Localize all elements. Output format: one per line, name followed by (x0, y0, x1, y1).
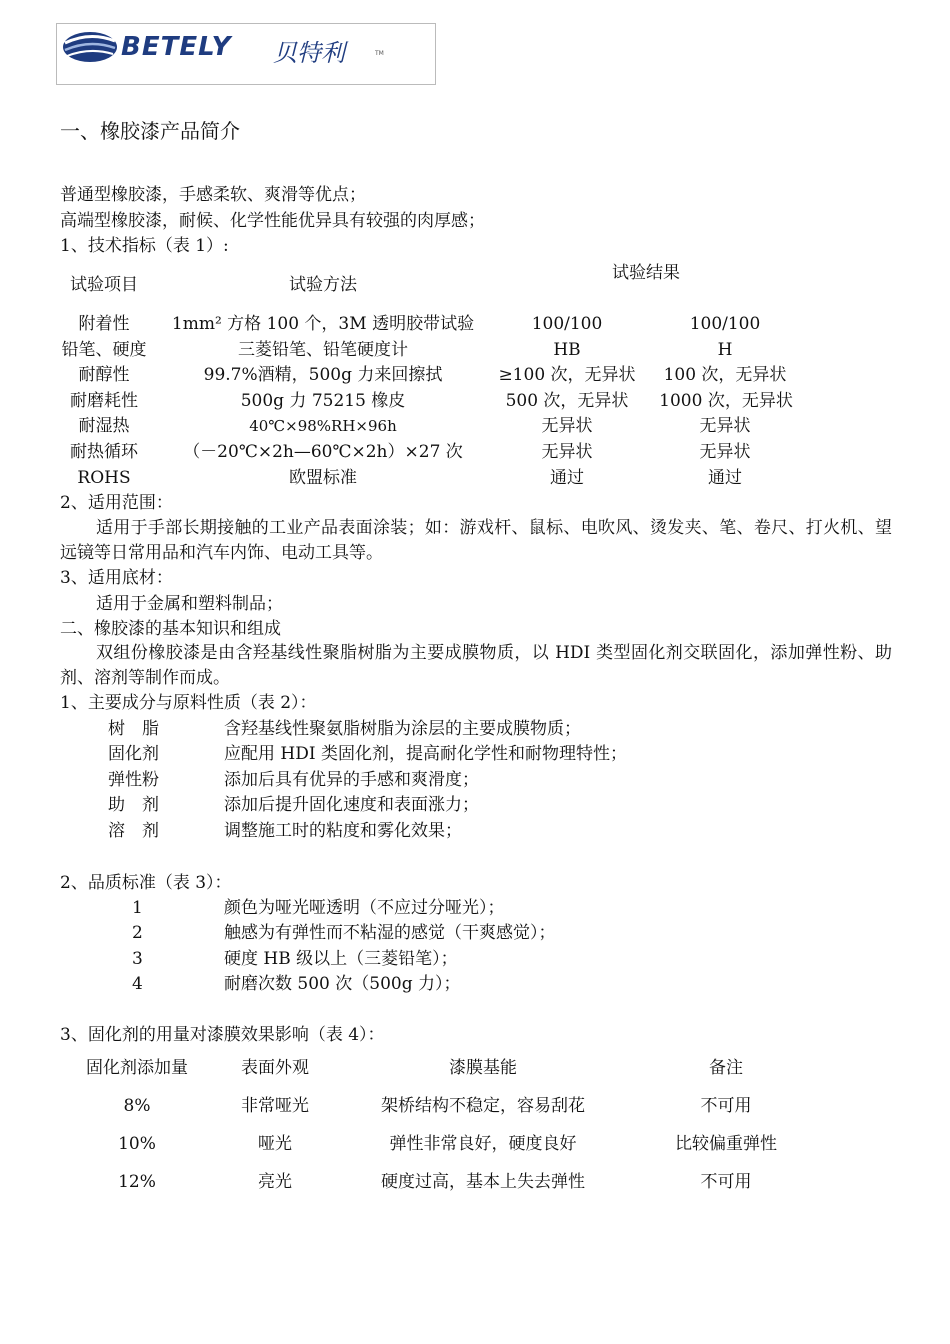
t4-row-note: 不可用 (700, 1172, 752, 1192)
page-title: 一、橡胶漆产品简介 (60, 119, 240, 143)
t1-row-item: 附着性 (78, 314, 130, 334)
t2-row-name: 树 脂 (108, 719, 159, 739)
t3-row-desc: 颜色为哑光哑透明（不应过分哑光）； (224, 898, 505, 918)
intro-line-2: 高端型橡胶漆，耐候、化学性能优异具有较强的肉厚感； (60, 211, 485, 231)
t1-row-method: 三菱铅笔、铅笔硬度计 (238, 340, 408, 360)
t1-row-r2: 100 次，无异状 (663, 365, 787, 385)
t1-row-r2: 无异状 (699, 416, 751, 436)
t1-row-method: 500g 力 75215 橡皮 (240, 391, 406, 411)
section1-heading: 1、技术指标（表 1）: (60, 236, 229, 256)
t1-row-r2: 通过 (708, 468, 742, 488)
t1-row-item: 铅笔、硬度 (61, 340, 147, 360)
section3-text: 适用于金属和塑料制品； (96, 594, 283, 614)
t4-row-note: 不可用 (700, 1096, 752, 1116)
t1-row-method: 1mm² 方格 100 个，3M 透明胶带试验 (171, 314, 475, 334)
t4-row-look: 非常哑光 (241, 1096, 309, 1116)
t1-row-r1: 无异状 (541, 442, 593, 462)
part2-text: 双组份橡胶漆是由含羟基线性聚脂树脂为主要成膜物质，以 HDI 类型固化剂交联固化，添加弹性粉、助剂、溶剂等制作而成。 (60, 643, 892, 688)
t3-row-desc: 触感为有弹性而不粘湿的感觉（干爽感觉）； (224, 923, 556, 943)
logo-brand-text: BETELY (121, 32, 232, 62)
section3-heading: 3、适用底材： (60, 568, 173, 588)
t2-row-desc: 应配用 HDI 类固化剂，提高耐化学性和耐物理特性； (224, 744, 627, 764)
t2-row-desc: 添加后提升固化速度和表面涨力； (224, 795, 479, 815)
t1-row-item: ROHS (77, 468, 131, 488)
t3-row-desc: 耐磨次数 500 次（500g 力）； (224, 974, 461, 994)
section2-text: 适用于手部长期接触的工业产品表面涂装；如：游戏杆、鼠标、电吹风、烫发夹、笔、卷尺、打火机、望远镜等日常用品和汽车内饰、电动工具等。 (60, 518, 892, 563)
table3-heading: 2、品质标准（表 3）： (60, 873, 232, 893)
t1-row-r1: HB (553, 340, 581, 360)
t1-row-r1: 500 次，无异状 (505, 391, 629, 411)
table4-heading: 3、固化剂的用量对漆膜效果影响（表 4）： (60, 1025, 385, 1045)
t4-row-film: 弹性非常良好，硬度良好 (389, 1134, 577, 1154)
t3-row-no: 2 (132, 923, 143, 943)
t4-row-film: 硬度过高，基本上失去弹性 (381, 1172, 585, 1192)
t4-row-look: 哑光 (258, 1134, 292, 1154)
t2-row-name: 固化剂 (108, 744, 159, 764)
t1-row-method: （－20℃×2h—60℃×2h）×27 次 (183, 442, 463, 462)
t3-row-no: 1 (132, 898, 143, 918)
t1-row-method: 欧盟标准 (289, 468, 357, 488)
company-logo (56, 23, 436, 85)
t1-header-method: 试验方法 (289, 275, 357, 295)
section2-heading: 2、适用范围： (60, 493, 173, 513)
t4-header-look: 表面外观 (241, 1058, 309, 1078)
t1-row-r2: 100/100 (689, 314, 761, 334)
t1-row-method: 99.7%酒精，500g 力来回擦拭 (203, 365, 443, 385)
t4-row-film: 架桥结构不稳定，容易刮花 (381, 1096, 585, 1116)
t4-header-film: 漆膜基能 (449, 1058, 517, 1078)
t1-row-method: 40℃×98%RH×96h (249, 417, 397, 435)
t1-row-r1: 无异状 (541, 416, 593, 436)
t4-row-amount: 10% (118, 1134, 156, 1154)
t2-row-name: 助 剂 (108, 795, 159, 815)
t1-row-r1: 通过 (550, 468, 584, 488)
t2-row-name: 弹性粉 (108, 770, 159, 790)
t1-header-item: 试验项目 (70, 275, 138, 295)
table2-heading: 1、主要成分与原料性质（表 2）： (60, 693, 317, 713)
logo-brand-cn: 贝特利 (273, 39, 345, 67)
t1-row-item: 耐醇性 (78, 365, 130, 385)
t1-row-item: 耐热循环 (70, 442, 138, 462)
t3-row-desc: 硬度 HB 级以上（三菱铅笔）； (224, 949, 458, 969)
intro-line-1: 普通型橡胶漆，手感柔软、爽滑等优点； (60, 185, 366, 205)
logo-tm: TM (375, 50, 384, 57)
t2-row-name: 溶 剂 (108, 821, 159, 841)
t3-row-no: 4 (132, 974, 143, 994)
t4-row-amount: 12% (118, 1172, 156, 1192)
t1-row-r1: ≥100 次，无异状 (498, 365, 636, 385)
t4-row-amount: 8% (123, 1096, 151, 1116)
t4-row-look: 亮光 (258, 1172, 292, 1192)
t1-row-r1: 100/100 (531, 314, 603, 334)
t4-header-note: 备注 (709, 1058, 743, 1078)
t4-header-amount: 固化剂添加量 (86, 1058, 188, 1078)
t1-row-r2: 1000 次，无异状 (659, 391, 793, 411)
t2-row-desc: 调整施工时的粘度和雾化效果； (224, 821, 462, 841)
logo-emblem-icon (61, 29, 119, 65)
t1-row-item: 耐湿热 (78, 416, 130, 436)
t4-row-note: 比较偏重弹性 (675, 1134, 777, 1154)
t1-row-r2: 无异状 (699, 442, 751, 462)
t3-row-no: 3 (132, 949, 143, 969)
t2-row-desc: 添加后具有优异的手感和爽滑度； (224, 770, 479, 790)
t2-row-desc: 含羟基线性聚氨脂树脂为涂层的主要成膜物质； (224, 719, 581, 739)
t1-row-r2: H (717, 340, 733, 360)
t1-header-result: 试验结果 (612, 263, 680, 283)
part2-heading: 二、橡胶漆的基本知识和组成 (60, 619, 281, 639)
t1-row-item: 耐磨耗性 (70, 391, 138, 411)
